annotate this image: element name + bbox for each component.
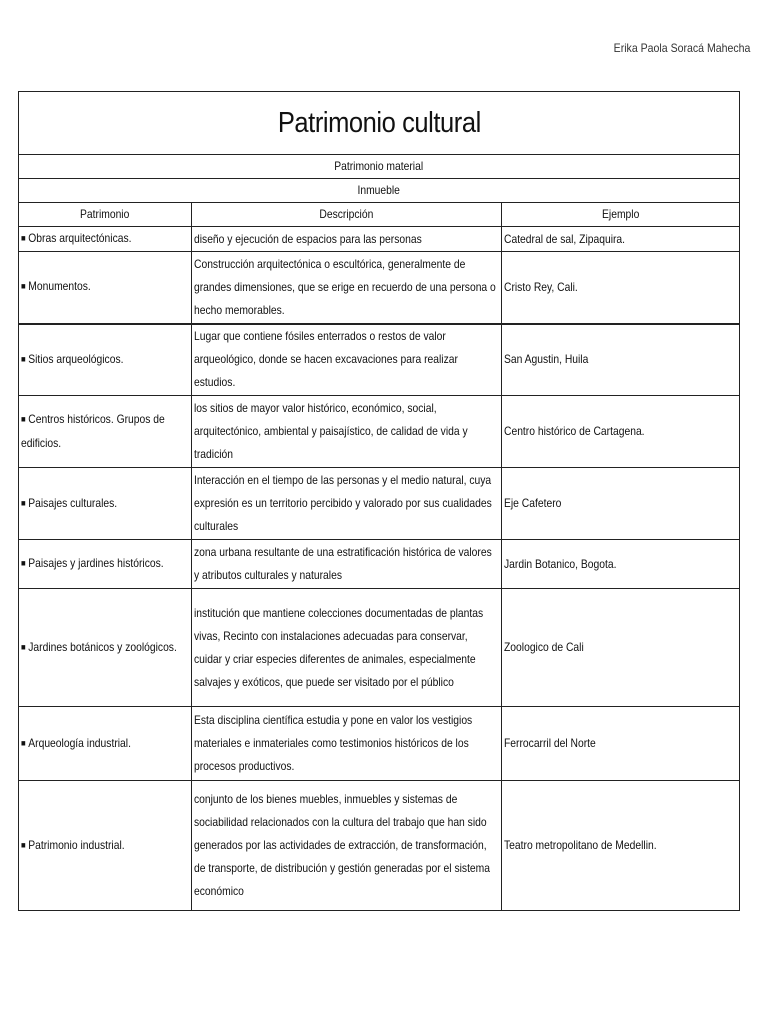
header-descripcion	[192, 203, 502, 227]
header-patrimonio	[19, 203, 192, 227]
bullet-icon: ■	[21, 281, 26, 292]
cell-descripcion	[192, 707, 502, 781]
ejemplo-text: Teatro metropolitano de Medellin.	[504, 838, 657, 852]
descripcion-text: Interacción en el tiempo de las personas y el medio natural, cuya expresión es un territorio percibido y valorado por sus cualidades culturales	[194, 473, 492, 533]
descripcion-text: los sitios de mayor valor histórico, económico, social, arquitectónico, ambiental y paisajístico, de calidad de vida y tradición	[194, 401, 468, 461]
table-row	[19, 396, 740, 468]
table-title-cell	[19, 92, 740, 155]
descripcion-text: Construcción arquitectónica o escultórica, generalmente de grandes dimensiones, que se erige en recuerdo de una persona o hecho memorables.	[194, 256, 496, 317]
cell-ejemplo	[502, 589, 740, 707]
bullet-icon: ■	[21, 497, 26, 508]
table-row	[19, 324, 740, 396]
cell-descripcion	[192, 324, 502, 396]
cell-patrimonio	[19, 252, 192, 324]
header-patrimonio-label: Patrimonio	[80, 207, 130, 221]
cell-ejemplo	[502, 252, 740, 324]
descripcion-text: institución que mantiene colecciones documentadas de plantas vivas, Recinto con instalaciones adecuadas para conservar, cuidar y criar especies diferentes de animales, especialmente salvajes y exóticos, que puede ser visitado por el público	[194, 605, 484, 689]
patrimonio-text: Paisajes culturales.	[28, 495, 118, 510]
ejemplo-text: Eje Cafetero	[504, 496, 562, 510]
bullet-icon: ■	[21, 641, 26, 652]
descripcion-text: zona urbana resultante de una estratificación histórica de valores y atributos culturales y naturales	[194, 545, 492, 582]
patrimonio-text: Paisajes y jardines históricos.	[28, 556, 164, 570]
cell-ejemplo	[502, 468, 740, 540]
bullet-icon: ■	[21, 558, 26, 568]
cell-descripcion	[192, 781, 502, 911]
cell-patrimonio	[19, 468, 192, 540]
table-row	[19, 589, 740, 707]
cell-ejemplo	[502, 781, 740, 911]
category-label: Patrimonio material	[334, 159, 424, 173]
cell-patrimonio	[19, 396, 192, 468]
subcategory-row	[19, 179, 740, 203]
header-ejemplo-label: Ejemplo	[601, 207, 640, 221]
table-row	[19, 781, 740, 911]
cell-patrimonio	[19, 589, 192, 707]
table-row	[19, 707, 740, 781]
cell-patrimonio	[19, 227, 192, 252]
ejemplo-text: Jardin Botanico, Bogota.	[504, 556, 617, 571]
cell-patrimonio	[19, 707, 192, 781]
table-row	[19, 540, 740, 589]
title-row	[19, 92, 740, 155]
cell-ejemplo	[502, 324, 740, 396]
ejemplo-text: Ferrocarril del Norte	[504, 736, 596, 750]
patrimonio-text: Arqueología industrial.	[28, 735, 131, 750]
descripcion-text: Esta disciplina científica estudia y pone en valor los vestigios materiales e inmateriales como testimonios históricos de los procesos productivos.	[194, 713, 473, 773]
cell-descripcion	[192, 540, 502, 589]
patrimonio-text: Monumentos.	[28, 279, 91, 294]
patrimonio-text: Jardines botánicos y zoológicos.	[28, 639, 177, 654]
bullet-icon: ■	[21, 737, 26, 748]
cell-descripcion	[192, 396, 502, 468]
bullet-icon: ■	[21, 839, 26, 850]
cell-descripcion	[192, 589, 502, 707]
category-row	[19, 155, 740, 179]
descripcion-text: Lugar que contiene fósiles enterrados o restos de valor arqueológico, donde se hacen excavaciones para realizar estudios.	[194, 329, 458, 390]
bullet-icon: ■	[21, 233, 26, 243]
cell-ejemplo	[502, 540, 740, 589]
cell-descripcion	[192, 252, 502, 324]
table-row	[19, 468, 740, 540]
patrimonio-text: Patrimonio industrial.	[28, 837, 125, 852]
descripcion-text: diseño y ejecución de espacios para las personas	[194, 231, 422, 246]
descripcion-text: conjunto de los bienes muebles, inmuebles y sistemas de sociabilidad relacionados con la cultura del trabajo que han sido generados por las actividades de extracción, de transformación, de transporte, de distribución y gestión generadas por el sistema económico	[194, 792, 491, 898]
bullet-icon: ■	[21, 353, 26, 364]
cell-ejemplo	[502, 227, 740, 252]
cell-descripcion	[192, 227, 502, 252]
table-row	[19, 252, 740, 324]
subcategory-label: Inmueble	[357, 183, 401, 197]
cell-ejemplo	[502, 707, 740, 781]
category-cell	[19, 155, 740, 179]
cell-patrimonio	[19, 540, 192, 589]
cell-patrimonio	[19, 324, 192, 396]
patrimonio-text: Sitios arqueológicos.	[28, 351, 124, 366]
cell-patrimonio	[19, 781, 192, 911]
ejemplo-text: Cristo Rey, Cali.	[504, 279, 578, 294]
patrimonio-text: Obras arquitectónicas.	[28, 231, 132, 245]
ejemplo-text: Zoologico de Cali	[504, 640, 584, 654]
author-name: Erika Paola Soracá Mahecha	[613, 41, 750, 55]
header-ejemplo	[502, 203, 740, 227]
ejemplo-text: San Agustin, Huila	[504, 352, 589, 367]
cell-ejemplo	[502, 396, 740, 468]
ejemplo-text: Catedral de sal, Zipaquira.	[504, 231, 626, 246]
heritage-table	[18, 91, 740, 911]
bullet-icon: ■	[21, 414, 26, 424]
subcategory-cell	[19, 179, 740, 203]
table-row	[19, 227, 740, 252]
ejemplo-text: Centro histórico de Cartagena.	[504, 424, 645, 438]
table-title: Patrimonio cultural	[277, 107, 481, 139]
header-row	[19, 203, 740, 227]
header-descripcion-label: Descripción	[319, 207, 374, 221]
cell-descripcion	[192, 468, 502, 540]
patrimonio-text: Centros históricos. Grupos de edificios.	[21, 412, 165, 450]
